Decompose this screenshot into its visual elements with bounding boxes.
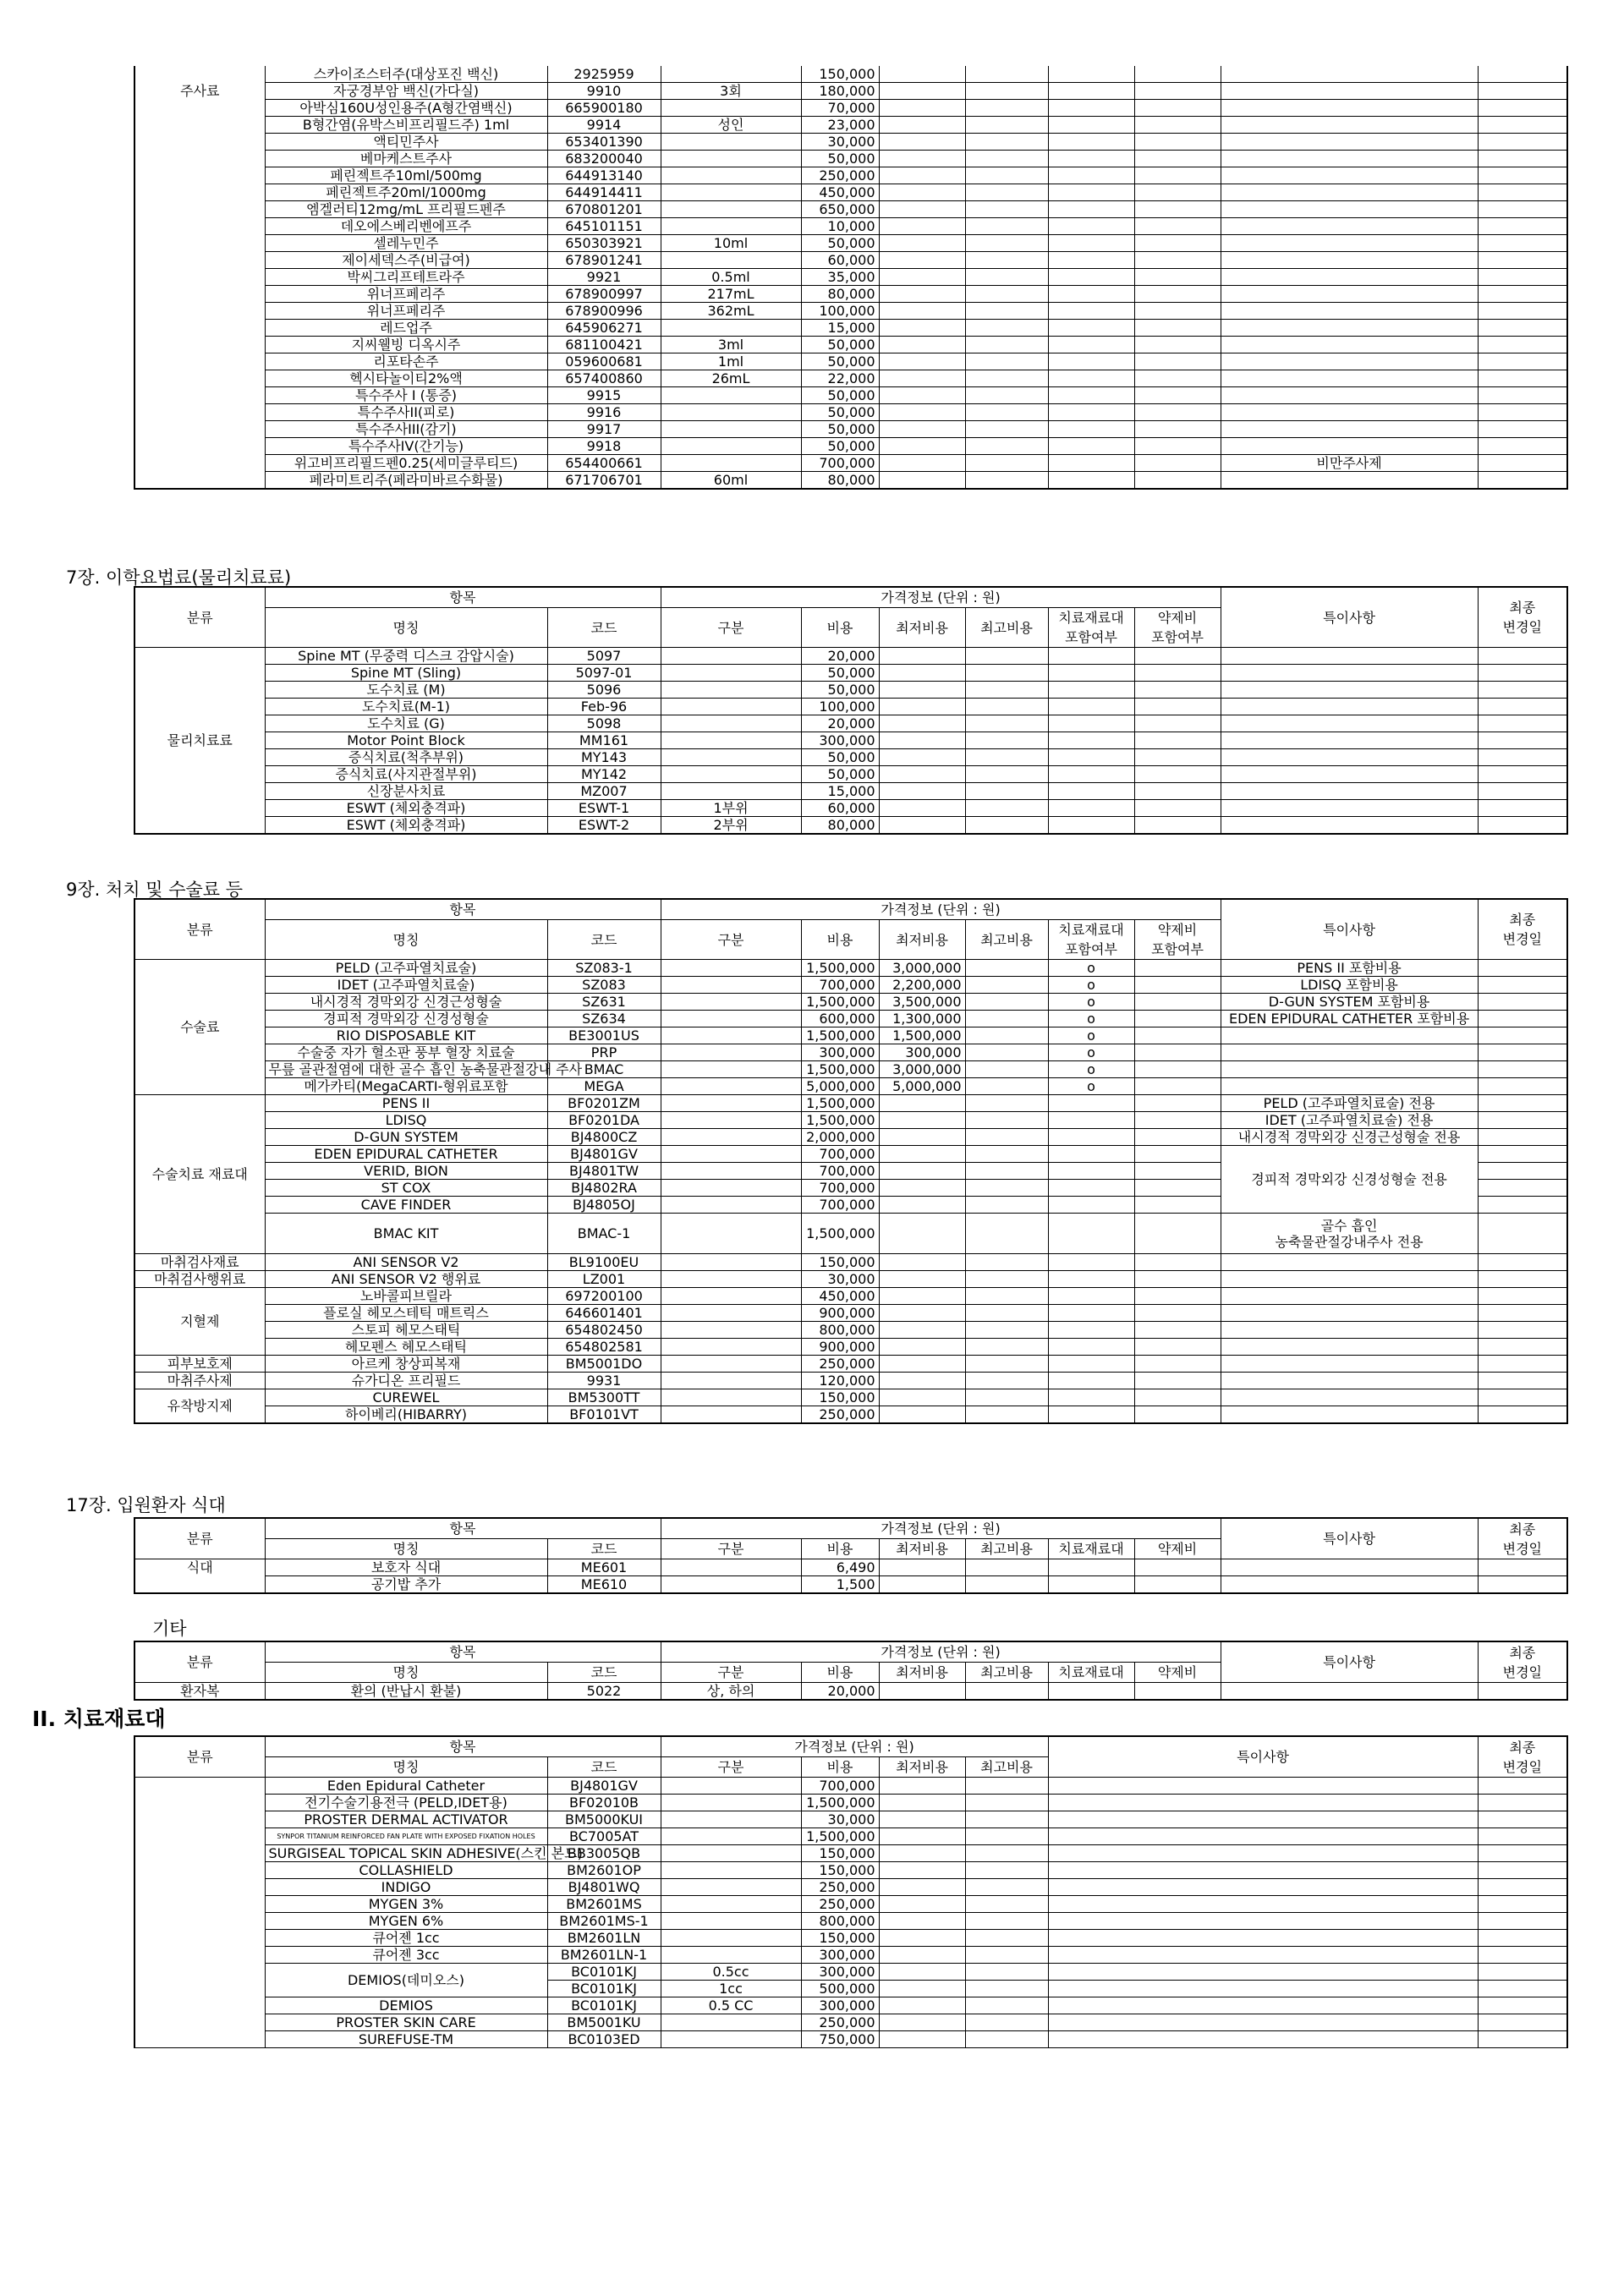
table-row: 페린젝트주10ml/500mg 644913140 250,000 bbox=[134, 167, 1567, 184]
table-row: INDIGO BJ4801WQ 250,000 bbox=[134, 1879, 1567, 1896]
table-row: 수술료 PELD (고주파열치료술) SZ083-1 1,500,000 3,000,000 o PENS II 포함비용 bbox=[134, 960, 1567, 977]
table-row: B형간염(유박스비프리필드주) 1ml 9914 성인 23,000 bbox=[134, 117, 1567, 134]
surgery-table bbox=[134, 898, 1568, 1424]
table-row: 특수주사 I (통증) 9915 50,000 bbox=[134, 387, 1567, 404]
table-row: 데오에스베리벤에프주 645101151 10,000 bbox=[134, 218, 1567, 235]
table-row: MYGEN 6% BM2601MS-1 800,000 bbox=[134, 1913, 1567, 1930]
table-row: 환자복 환의 (반납시 환불) 5022 상, 하의 20,000 bbox=[134, 1683, 1567, 1701]
etc-table bbox=[134, 1641, 1568, 1701]
table-row: COLLASHIELD BM2601OP 150,000 bbox=[134, 1862, 1567, 1879]
table-row: CAVE FINDER BJ4805OJ 700,000 bbox=[134, 1197, 1567, 1214]
table-row: ST COX BJ4802RA 700,000 bbox=[134, 1180, 1567, 1197]
table-row: 플로실 헤모스테틱 매트릭스 646601401 900,000 bbox=[134, 1305, 1567, 1322]
table-row: PROSTER SKIN CARE BM5001KU 250,000 bbox=[134, 2014, 1567, 2031]
table-row: 무릎 골관절염에 대한 골수 흡인 농축물관절강내 주사 BMAC 1,500,000 3,000,000 o bbox=[134, 1061, 1567, 1078]
table-row: PROSTER DERMAL ACTIVATOR BM5000KUI 30,000 bbox=[134, 1811, 1567, 1828]
table-row: 액티민주사 653401390 30,000 bbox=[134, 134, 1567, 151]
table-row: 물리치료료 Spine MT (무중력 디스크 감압시술) 5097 20,000 bbox=[134, 648, 1567, 665]
table-row: 주사료 스카이조스터주(대상포진 백신) 2925959 150,000 bbox=[134, 66, 1567, 83]
table-row: SURGISEAL TOPICAL SKIN ADHESIVE(스킨 본드) BB3005QB 150,000 bbox=[134, 1845, 1567, 1862]
table-row: DEMIOS(데미오스) BC0101KJ 0.5cc 300,000 bbox=[134, 1964, 1567, 1981]
table-row: 내시경적 경막외강 신경근성형술 SZ631 1,500,000 3,500,000 o D-GUN SYSTEM 포함비용 bbox=[134, 994, 1567, 1011]
table-row: 증식치료(척추부위) MY143 50,000 bbox=[134, 749, 1567, 766]
category-cell bbox=[134, 1778, 265, 2048]
table-row: EDEN EPIDURAL CATHETER BJ4801GV 700,000 경피적 경막외강 신경성형술 전용 bbox=[134, 1146, 1567, 1163]
table-row: ESWT (체외충격파) ESWT-2 2부위 80,000 bbox=[134, 817, 1567, 835]
table-row: 피부보호제 아르케 창상피복재 BM5001DO 250,000 bbox=[134, 1356, 1567, 1373]
header-row: 분류 항목 가격정보 (단위 : 원) 특이사항 최종 변경일 bbox=[134, 1641, 1567, 1663]
table-row: RIO DISPOSABLE KIT BE3001US 1,500,000 1,500,000 o bbox=[134, 1027, 1567, 1044]
table-row: 지씨웰빙 디옥시주 681100421 3ml 50,000 bbox=[134, 337, 1567, 353]
header-row: 명칭 코드 구분 비용 최저비용 최고비용 bbox=[134, 1757, 1567, 1778]
table-row: 페린젝트주20ml/1000mg 644914411 450,000 bbox=[134, 184, 1567, 201]
table-row: 헤모펜스 헤모스태틱 654802581 900,000 bbox=[134, 1339, 1567, 1356]
table-row: 위너프페리주 678900996 362mL 100,000 bbox=[134, 303, 1567, 320]
table-row: 페라미트리주(페라미바르수화물) 671706701 60ml 80,000 bbox=[134, 472, 1567, 490]
header-row: 명칭 코드 구분 비용 최저비용 최고비용 치료재료대 약제비 bbox=[134, 1539, 1567, 1559]
category-cell: 수술치료 재료대 bbox=[134, 1095, 265, 1254]
table-row: 특수주사II(피로) 9916 50,000 bbox=[134, 404, 1567, 421]
table-row: MYGEN 3% BM2601MS 250,000 bbox=[134, 1896, 1567, 1913]
category-cell: 유착방지제 bbox=[134, 1389, 265, 1424]
table-row: 헥시타놀이티2%액 657400860 26mL 22,000 bbox=[134, 370, 1567, 387]
table-row: 도수치료 (G) 5098 20,000 bbox=[134, 715, 1567, 732]
table-row: 엠겔러티12mg/mL 프리필드펜주 670801201 650,000 bbox=[134, 201, 1567, 218]
table-row: Motor Point Block MM161 300,000 bbox=[134, 732, 1567, 749]
table-row: 큐어젠 1cc BM2601LN 150,000 bbox=[134, 1930, 1567, 1947]
table-row: 제이세덱스주(비급여) 678901241 60,000 bbox=[134, 252, 1567, 269]
table-row: 마취주사제 슈가디온 프리필드 9931 120,000 bbox=[134, 1373, 1567, 1389]
category-cell: 물리치료료 bbox=[134, 648, 265, 835]
table-row: 공기밥 추가 ME610 1,500 bbox=[134, 1576, 1567, 1594]
table-row: 마취검사행위료 ANI SENSOR V2 행위료 LZ001 30,000 bbox=[134, 1271, 1567, 1288]
category-cell: 주사료 bbox=[134, 66, 265, 489]
table-row: D-GUN SYSTEM BJ4800CZ 2,000,000 내시경적 경막외강 신경근성형술 전용 bbox=[134, 1129, 1567, 1146]
table-row: 증식치료(사지관절부위) MY142 50,000 bbox=[134, 766, 1567, 783]
table-row: 경피적 경막외강 신경성형술 SZ634 600,000 1,300,000 o EDEN EPIDURAL CATHETER 포함비용 bbox=[134, 1011, 1567, 1027]
table-row: 큐어젠 3cc BM2601LN-1 300,000 bbox=[134, 1947, 1567, 1964]
table-row: 전기수술기용전극 (PELD,IDET용) BF02010B 1,500,000 bbox=[134, 1795, 1567, 1811]
table-row: 리포타손주 059600681 1ml 50,000 bbox=[134, 353, 1567, 370]
table-row: 유착방지제 CUREWEL BM5300TT 150,000 bbox=[134, 1389, 1567, 1406]
table-row: SYNPOR TITANIUM REINFORCED FAN PLATE WITH EXPOSED FIXATION HOLES BC7005AT 1,500,000 bbox=[134, 1828, 1567, 1845]
table-row: IDET (고주파열치료술) SZ083 700,000 2,200,000 o LDISQ 포함비용 bbox=[134, 977, 1567, 994]
table-row: BMAC KIT BMAC-1 1,500,000 골수 흡인 농축물관절강내주사 전용 bbox=[134, 1214, 1567, 1254]
table-row: 위고비프리필드펜0.25(세미글루티드) 654400661 700,000 비만주사제 bbox=[134, 455, 1567, 472]
table-row: 메가카티(MegaCARTI-형위료포함 MEGA 5,000,000 5,000,000 o bbox=[134, 1078, 1567, 1095]
header-row: 명칭 코드 구분 비용 최저비용 최고비용 치료재료대 약제비 bbox=[134, 1663, 1567, 1683]
category-cell: 지혈제 bbox=[134, 1288, 265, 1356]
table-row: 위너프페리주 678900997 217mL 80,000 bbox=[134, 286, 1567, 303]
physio-table bbox=[134, 586, 1568, 835]
materials-title: II. 치료재료대 bbox=[32, 1707, 166, 1731]
table-row: 수술중 자가 혈소판 풍부 혈장 치료술 PRP 300,000 300,000 o bbox=[134, 1044, 1567, 1061]
table-row: VERID, BION BJ4801TW 700,000 bbox=[134, 1163, 1567, 1180]
table-row: 스토피 헤모스태틱 654802450 800,000 bbox=[134, 1322, 1567, 1339]
table-row: 레드업주 645906271 15,000 bbox=[134, 320, 1567, 337]
table-row: 마취검사재료 ANI SENSOR V2 BL9100EU 150,000 bbox=[134, 1254, 1567, 1271]
header-row: 분류 항목 가격정보 (단위 : 원) 특이사항 최종 변경일 bbox=[134, 1736, 1567, 1757]
injection-table bbox=[134, 66, 1568, 490]
table-row: 도수치료 (M) 5096 50,000 bbox=[134, 682, 1567, 699]
table-row: 수술치료 재료대 PENS II BF0201ZM 1,500,000 PELD (고주파열치료술) 전용 bbox=[134, 1095, 1567, 1112]
header-row: 명칭 코드 구분 비용 최저비용 최고비용 치료재료대 포함여부 약제비 포함여부 bbox=[134, 920, 1567, 960]
table-row: 지혈제 노바콜피브릴라 697200100 450,000 bbox=[134, 1288, 1567, 1305]
table-row: Eden Epidural Catheter BJ4801GV 700,000 bbox=[134, 1778, 1567, 1795]
etc-title: 기타 bbox=[152, 1619, 187, 1639]
table-row: SUREFUSE-TM BC0103ED 750,000 bbox=[134, 2031, 1567, 2048]
table-row: Spine MT (Sling) 5097-01 50,000 bbox=[134, 665, 1567, 682]
chapter17-title: 17장. 입원환자 식대 bbox=[66, 1495, 226, 1515]
table-row: 특수주사III(감기) 9917 50,000 bbox=[134, 421, 1567, 438]
table-row: 자궁경부암 백신(가다실) 9910 3회 180,000 bbox=[134, 83, 1567, 100]
header-row: 분류 항목 가격정보 (단위 : 원) 특이사항 최종 변경일 bbox=[134, 1518, 1567, 1539]
table-row: 식대 보호자 식대 ME601 6,490 bbox=[134, 1559, 1567, 1576]
table-row: 셀레누민주 650303921 10ml 50,000 bbox=[134, 235, 1567, 252]
category-cell: 수술료 bbox=[134, 960, 265, 1095]
materials-table bbox=[134, 1735, 1568, 2048]
chapter7-title: 7장. 이학요법료(물리치료료) bbox=[66, 567, 292, 588]
table-row: BC0101KJ 1cc 500,000 bbox=[134, 1981, 1567, 1997]
table-row: DEMIOS BC0101KJ 0.5 CC 300,000 bbox=[134, 1997, 1567, 2014]
header-row: 분류 항목 가격정보 (단위 : 원) 특이사항 최종 변경일 bbox=[134, 899, 1567, 920]
table-row: 신장분사치료 MZ007 15,000 bbox=[134, 783, 1567, 800]
table-row: 박씨그리프테트라주 9921 0.5ml 35,000 bbox=[134, 269, 1567, 286]
table-row: 아박심160U성인용주(A형간염백신) 665900180 70,000 bbox=[134, 100, 1567, 117]
header-row: 명칭 코드 구분 비용 최저비용 최고비용 치료재료대 포함여부 약제비 포함여부 bbox=[134, 608, 1567, 648]
table-row: LDISQ BF0201DA 1,500,000 IDET (고주파열치료술) 전용 bbox=[134, 1112, 1567, 1129]
table-row: 특수주사IV(간기능) 9918 50,000 bbox=[134, 438, 1567, 455]
meal-table bbox=[134, 1517, 1568, 1594]
table-row: ESWT (체외충격파) ESWT-1 1부위 60,000 bbox=[134, 800, 1567, 817]
category-cell: 식대 bbox=[134, 1559, 265, 1594]
chapter9-title: 9장. 처치 및 수술료 등 bbox=[66, 879, 244, 900]
table-row: 베마케스트주사 683200040 50,000 bbox=[134, 151, 1567, 167]
table-row: 도수치료(M-1) Feb-96 100,000 bbox=[134, 699, 1567, 715]
header-row: 분류 항목 가격정보 (단위 : 원) 특이사항 최종 변경일 bbox=[134, 587, 1567, 608]
table-row: 하이베리(HIBARRY) BF0101VT 250,000 bbox=[134, 1406, 1567, 1424]
